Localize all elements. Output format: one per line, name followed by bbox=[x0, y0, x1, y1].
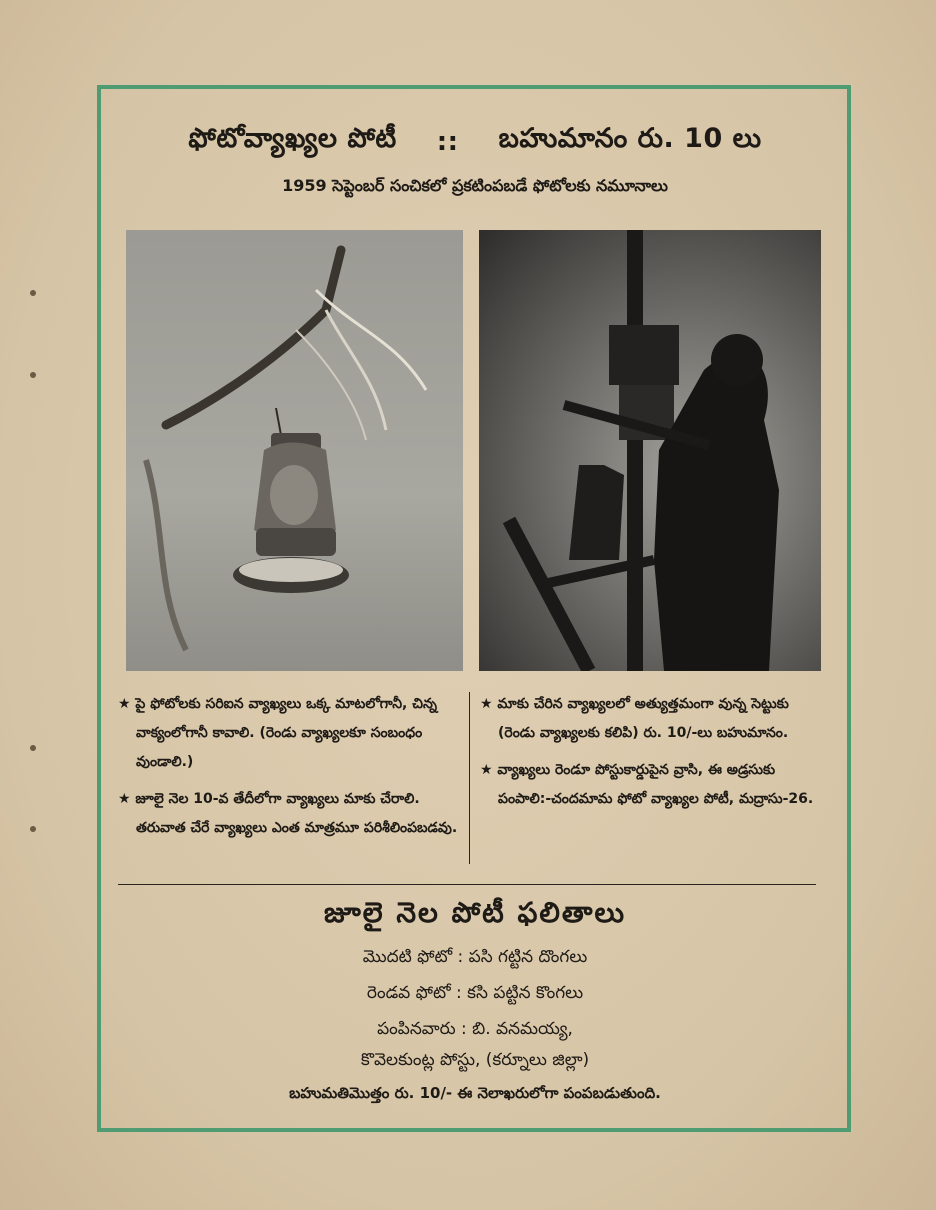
title-separator: :: bbox=[436, 127, 459, 157]
first-photo-result: మొదటి ఫోటో : పసి గట్టిన దొంగలు bbox=[362, 947, 588, 967]
prize-title: బహుమానం రు. 10 లు bbox=[498, 123, 762, 154]
binding-hole bbox=[30, 290, 36, 296]
binding-hole bbox=[30, 372, 36, 378]
results-title: జూలై నెల పోటీ ఫలితాలు bbox=[323, 896, 627, 929]
page-title bbox=[110, 118, 840, 166]
lantern-photo bbox=[126, 230, 463, 671]
winner-address: కొవెలకుంట్ల పోస్టు, (కర్నూలు జిల్లా) bbox=[360, 1050, 590, 1070]
rules-right-column bbox=[480, 690, 828, 822]
column-divider bbox=[469, 692, 470, 864]
binding-hole bbox=[30, 745, 36, 751]
binding-hole bbox=[30, 826, 36, 832]
prize-note: బహుమతిమొత్తం రు. 10/- ఈ నెలాఖరులోగా పంపబడుతుంది. bbox=[289, 1084, 661, 1102]
section-divider bbox=[118, 884, 816, 885]
rule-item: ★ మాకు చేరిన వ్యాఖ్యలలో అత్యుత్తమంగా వున్న సెట్టుకు (రెండు వ్యాఖ్యలకు కలిపి) రు. 10/-లు బహుమానం. bbox=[480, 696, 789, 741]
winner-name: పంపినవారు : బి. వనమయ్య, bbox=[377, 1019, 573, 1039]
second-photo-result: రెండవ ఫోటో : కసి పట్టిన కొంగలు bbox=[366, 983, 584, 1003]
contest-title: ఫోటోవ్యాఖ్యల పోటీ bbox=[188, 123, 397, 154]
page-subtitle: 1959 సెప్టెంబర్ సంచికలో ప్రకటింపబడే ఫోటోలకు నమూనాలు bbox=[282, 176, 668, 195]
lamplighter-photo bbox=[479, 230, 821, 671]
rule-item: ★ జూలై నెల 10-వ తేదీలోగా వ్యాఖ్యలు మాకు చేరాలి. తరువాత చేరే వ్యాఖ్యలు ఎంత మాత్రమూ పరిశీలింపబడవు. bbox=[118, 791, 458, 836]
rules-left-column bbox=[118, 690, 463, 851]
rule-item: ★ పై ఫోటోలకు సరిఐన వ్యాఖ్యలు ఒక్క మాటలోగానీ, చిన్న వాక్యంలోగానీ కావాలి. (రెండు వ్యాఖ్యలకూ సంబంధం వుండాలి.) bbox=[118, 696, 437, 770]
rule-item: ★ వ్యాఖ్యలు రెండూ పోస్టుకార్డుపైన వ్రాసి, ఈ అడ్రసుకు పంపాలి:-చందమామ ఫోటో వ్యాఖ్యల పోటీ, మద్రాసు-26. bbox=[480, 762, 814, 807]
